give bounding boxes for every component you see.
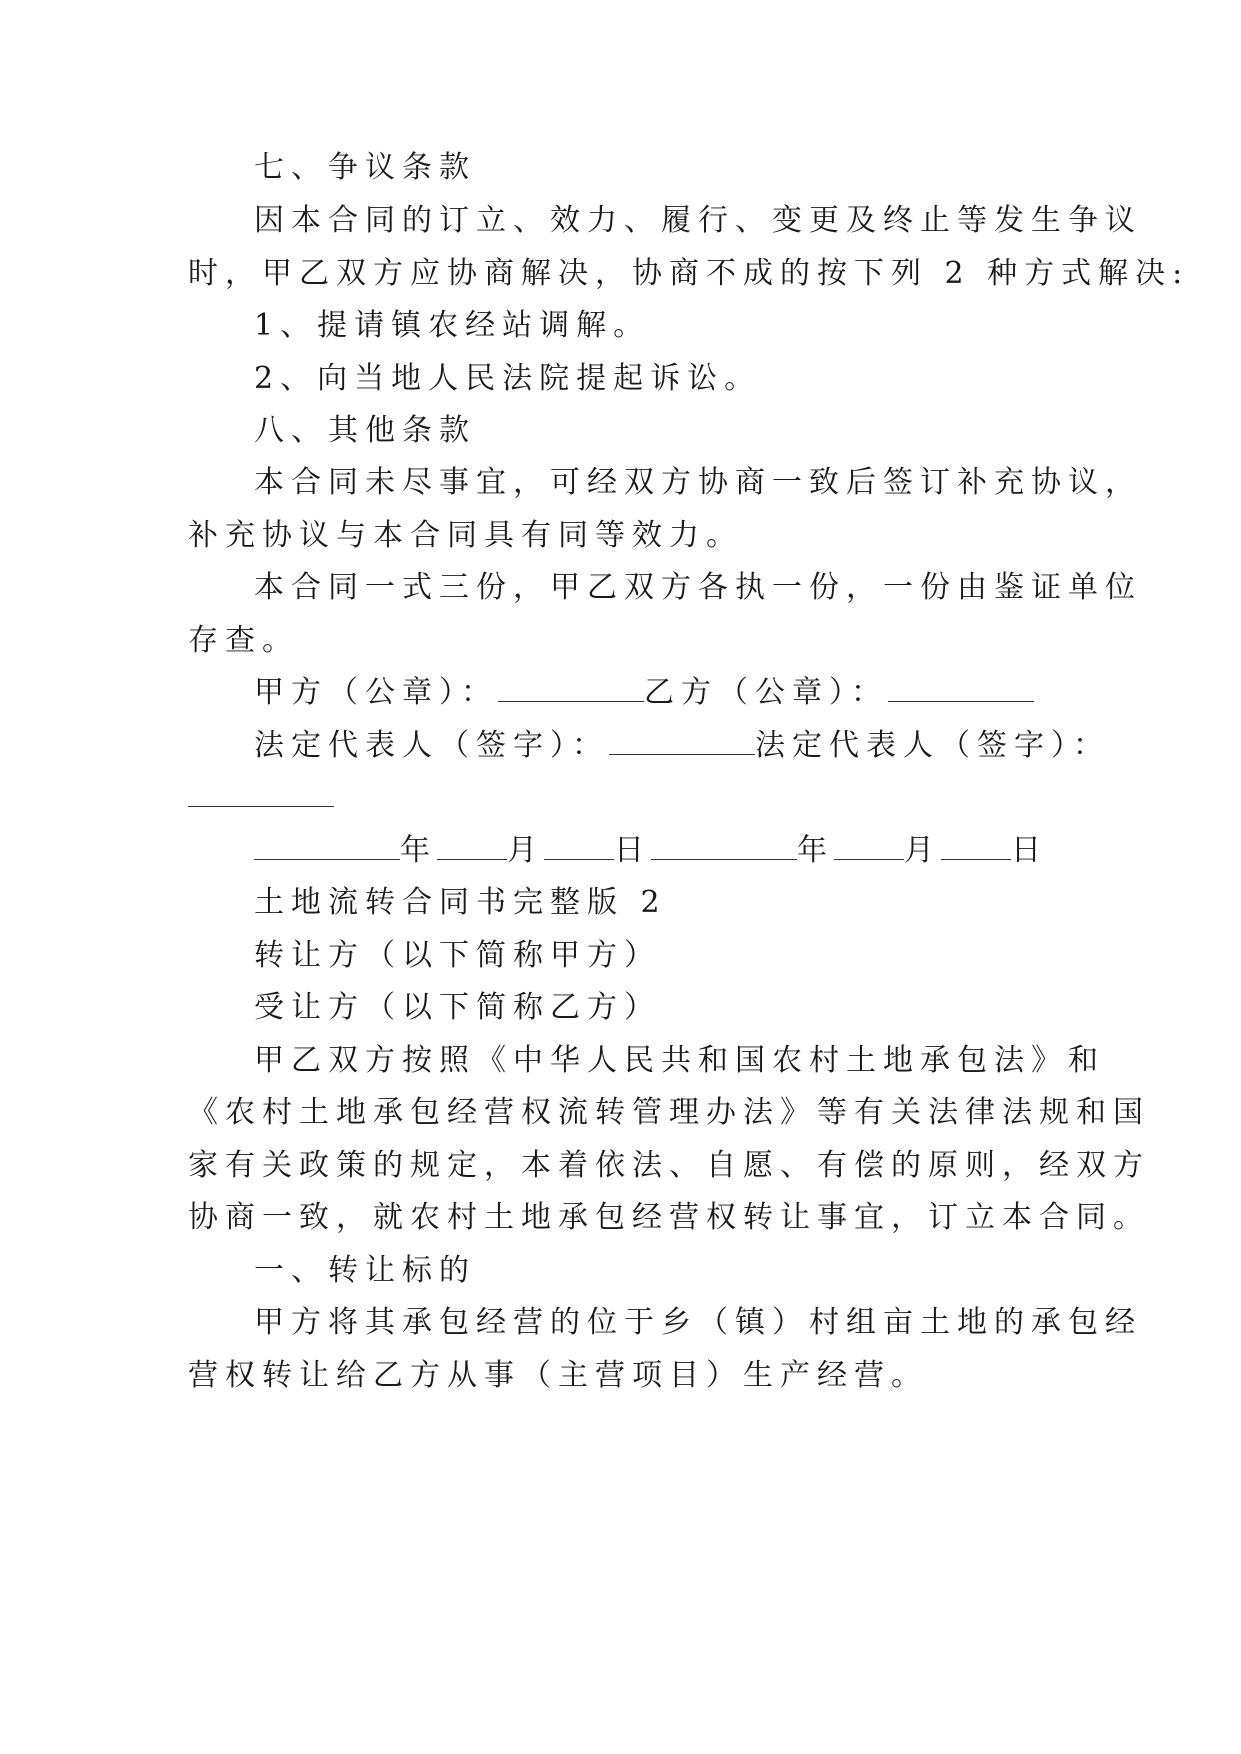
party-a-rep-label: 法定代表人（签字）： <box>254 728 609 763</box>
date-b-year-label: 年 <box>797 833 834 868</box>
party-a-seal-blank <box>498 675 644 702</box>
party-b-seal-label: 乙方（公章）： <box>644 675 888 710</box>
preamble-line3: 家有关政策的规定，本着依法、自愿、有偿的原则，经双方 <box>188 1148 1150 1183</box>
section7-item2: 2、向当地人民法院提起诉讼。 <box>254 361 762 396</box>
signature-line-representative <box>254 726 1124 766</box>
section7-paragraph-line2: 时，甲乙双方应协商解决，协商不成的按下列 2 种方式解决: <box>188 256 1190 291</box>
section7-paragraph-line1: 因本合同的订立、效力、履行、变更及终止等发生争议 <box>254 203 1142 238</box>
date-b-day-label: 日 <box>1011 833 1048 868</box>
date-a-month-label: 月 <box>507 833 544 868</box>
date-a-year-blank <box>254 833 400 860</box>
section8-paragraph1-line2: 补充协议与本合同具有同等效力。 <box>188 518 743 553</box>
signature-line-company <box>254 673 1124 713</box>
section7-title: 七、争议条款 <box>254 150 476 185</box>
document2-title: 土地流转合同书完整版 2 <box>254 885 667 920</box>
section1-paragraph-line1: 甲方将其承包经营的位于乡（镇）村组亩土地的承包经 <box>254 1305 1142 1340</box>
party-a-rep-blank <box>609 728 755 755</box>
section8-paragraph1-line1: 本合同未尽事宜，可经双方协商一致后签订补充协议， <box>254 465 1142 500</box>
date-b-day-blank <box>941 833 1011 860</box>
date-a-day-blank <box>544 833 614 860</box>
party-a-seal-label: 甲方（公章）： <box>254 675 498 710</box>
transferor-line: 转让方（以下简称甲方） <box>254 938 661 973</box>
section8-title: 八、其他条款 <box>254 413 476 448</box>
section1-paragraph-line2: 营权转让给乙方从事（主营项目）生产经营。 <box>188 1358 928 1393</box>
date-b-year-blank <box>651 833 797 860</box>
section8-paragraph2-line2: 存查。 <box>188 623 299 658</box>
date-b-month-blank <box>834 833 904 860</box>
transferee-line: 受让方（以下简称乙方） <box>254 990 661 1025</box>
party-b-rep-blank-line <box>188 778 1058 818</box>
date-b-month-label: 月 <box>904 833 941 868</box>
party-b-rep-label: 法定代表人（签字）： <box>755 728 1110 763</box>
date-a-day-label: 日 <box>614 833 651 868</box>
party-b-rep-blank <box>188 780 334 807</box>
section1-title: 一、转让标的 <box>254 1253 476 1288</box>
date-line <box>254 831 1124 871</box>
preamble-line1: 甲乙双方按照《中华人民共和国农村土地承包法》和 <box>254 1043 1105 1078</box>
preamble-line4: 协商一致，就农村土地承包经营权转让事宜，订立本合同。 <box>188 1200 1150 1235</box>
date-a-year-label: 年 <box>400 833 437 868</box>
date-a-month-blank <box>437 833 507 860</box>
preamble-line2: 《农村土地承包经营权流转管理办法》等有关法律法规和国 <box>188 1095 1150 1130</box>
section8-paragraph2-line1: 本合同一式三份，甲乙双方各执一份，一份由鉴证单位 <box>254 570 1142 605</box>
party-b-seal-blank <box>888 675 1034 702</box>
section7-item1: 1、提请镇农经站调解。 <box>254 308 651 343</box>
